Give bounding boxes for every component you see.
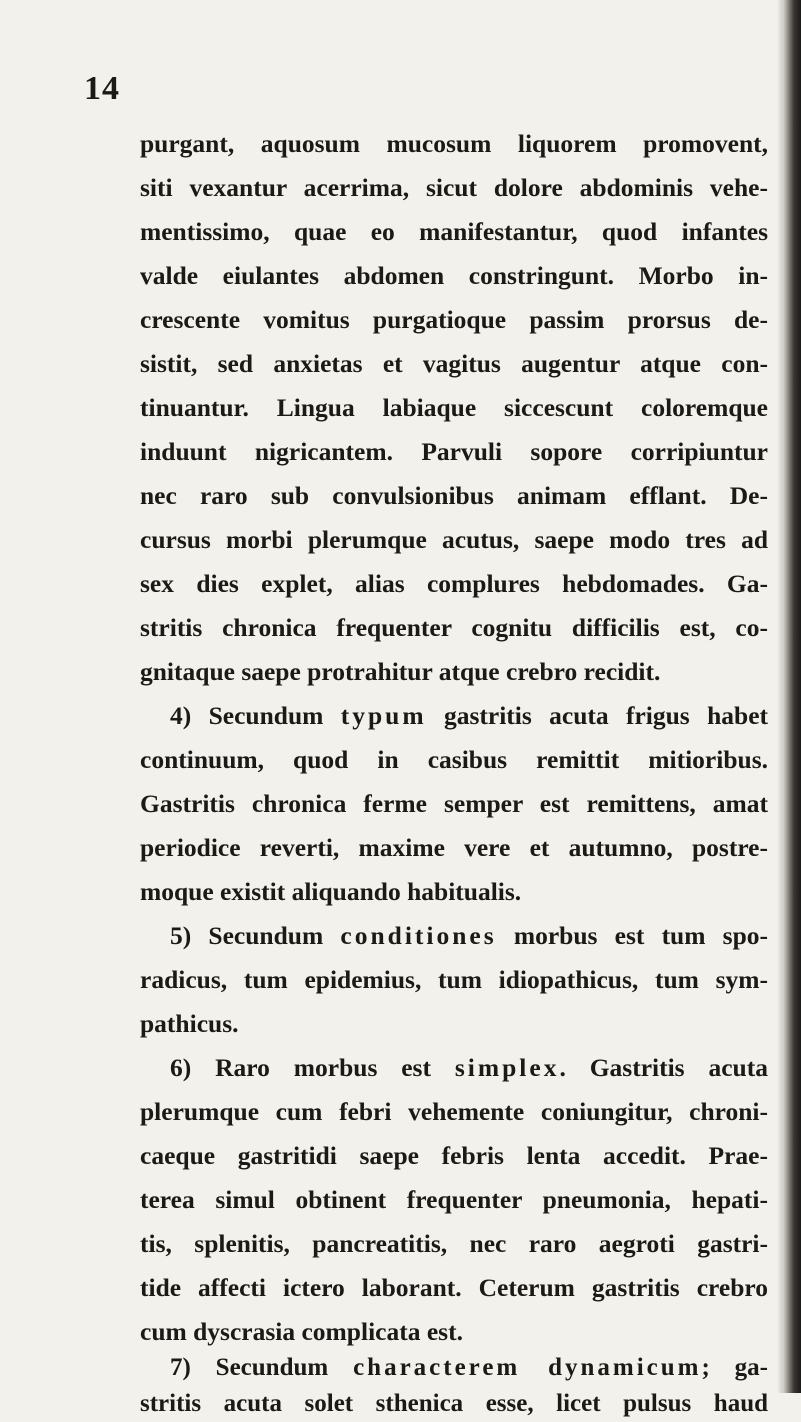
text-segment: 5) Secundum bbox=[170, 921, 341, 950]
text-line bbox=[170, 1350, 768, 1386]
text-segment: valde eiulantes abdomen constringunt. Morbo in- bbox=[140, 261, 768, 290]
text-segment: stritis chronica frequenter cognitu difficilis est, co- bbox=[140, 613, 768, 642]
text-line bbox=[170, 698, 768, 734]
text-segment: crescente vomitus purgatioque passim prorsus de- bbox=[140, 305, 768, 334]
emphasis-term: typum bbox=[340, 701, 427, 730]
text-line bbox=[140, 1094, 768, 1130]
text-line bbox=[140, 566, 768, 602]
text-line bbox=[140, 522, 768, 558]
text-segment: . Gastritis acuta bbox=[559, 1053, 768, 1082]
text-segment: Gastritis chronica ferme semper est remittens, amat bbox=[140, 789, 768, 818]
text-line bbox=[140, 302, 768, 338]
text-segment: terea simul obtinent frequenter pneumonia, hepati- bbox=[140, 1185, 768, 1214]
book-spine-edge bbox=[783, 0, 801, 1393]
text-line bbox=[140, 214, 768, 250]
text-line bbox=[140, 610, 768, 646]
text-line bbox=[140, 434, 768, 470]
text-segment: stritis acuta solet sthenica esse, licet pulsus haud bbox=[140, 1390, 768, 1417]
text-line bbox=[140, 478, 768, 514]
text-segment: tis, splenitis, pancreatitis, nec raro aegroti gastri- bbox=[140, 1229, 768, 1258]
page-number: 14 bbox=[84, 70, 120, 107]
text-segment: gnitaque saepe protrahitur atque crebro recidit. bbox=[140, 657, 661, 686]
text-segment: cum dyscrasia complicata est. bbox=[140, 1317, 463, 1346]
text-line bbox=[140, 654, 768, 690]
text-segment: induunt nigricantem. Parvuli sopore corripiuntur bbox=[140, 437, 768, 466]
emphasis-term: characterem dynamicum bbox=[353, 1354, 702, 1381]
text-segment: purgant, aquosum mucosum liquorem promovent, bbox=[140, 129, 768, 158]
text-line bbox=[140, 1006, 768, 1042]
text-line bbox=[140, 126, 768, 162]
text-segment: moque existit aliquando habitualis. bbox=[140, 877, 522, 906]
text-segment: sex dies explet, alias complures hebdomades. Ga- bbox=[140, 569, 768, 598]
text-line bbox=[170, 1050, 768, 1086]
text-line bbox=[140, 786, 768, 822]
text-segment: sistit, sed anxietas et vagitus augentur atque con- bbox=[140, 349, 768, 378]
text-line bbox=[140, 170, 768, 206]
text-segment: continuum, quod in casibus remittit mitioribus. bbox=[140, 745, 768, 774]
text-line bbox=[140, 1314, 768, 1350]
text-segment: ; ga- bbox=[701, 1354, 768, 1381]
text-segment: pathicus. bbox=[140, 1009, 239, 1038]
text-segment: cursus morbi plerumque acutus, saepe modo tres ad bbox=[140, 525, 768, 554]
text-line bbox=[140, 1270, 768, 1306]
text-line bbox=[140, 1182, 768, 1218]
emphasis-term: conditiones bbox=[340, 921, 497, 950]
text-segment: tinuantur. Lingua labiaque siccescunt coloremque bbox=[140, 393, 768, 422]
text-segment: caeque gastritidi saepe febris lenta accedit. Prae- bbox=[140, 1141, 768, 1170]
text-line bbox=[170, 918, 768, 954]
text-segment: gastritis acuta frigus habet bbox=[426, 701, 769, 730]
text-line bbox=[140, 874, 768, 910]
text-segment: siti vexantur acerrima, sicut dolore abdominis vehe- bbox=[140, 173, 768, 202]
text-line bbox=[140, 346, 768, 382]
text-segment: periodice reverti, maxime vere et autumno, postre- bbox=[140, 833, 768, 862]
text-segment: 4) Secundum bbox=[170, 701, 341, 730]
text-segment: 6) Raro morbus est bbox=[170, 1053, 455, 1082]
text-segment: 7) Secundum bbox=[170, 1354, 354, 1381]
text-segment: plerumque cum febri vehemente coniungitur, chroni- bbox=[140, 1097, 768, 1126]
text-segment: nec raro sub convulsionibus animam efflant. De- bbox=[140, 481, 768, 510]
text-segment: mentissimo, quae eo manifestantur, quod infantes bbox=[140, 217, 768, 246]
text-line bbox=[140, 390, 768, 426]
text-line bbox=[140, 830, 768, 866]
text-line bbox=[140, 1226, 768, 1262]
text-line bbox=[140, 1386, 768, 1422]
text-line bbox=[140, 962, 768, 998]
text-segment: tide affecti ictero laborant. Ceterum gastritis crebro bbox=[140, 1273, 768, 1302]
emphasis-term: simplex bbox=[454, 1053, 560, 1082]
text-line bbox=[140, 258, 768, 294]
text-line bbox=[140, 742, 768, 778]
text-segment: radicus, tum epidemius, tum idiopathicus, tum sym- bbox=[140, 965, 768, 994]
text-line bbox=[140, 1138, 768, 1174]
text-segment: morbus est tum spo- bbox=[496, 921, 769, 950]
